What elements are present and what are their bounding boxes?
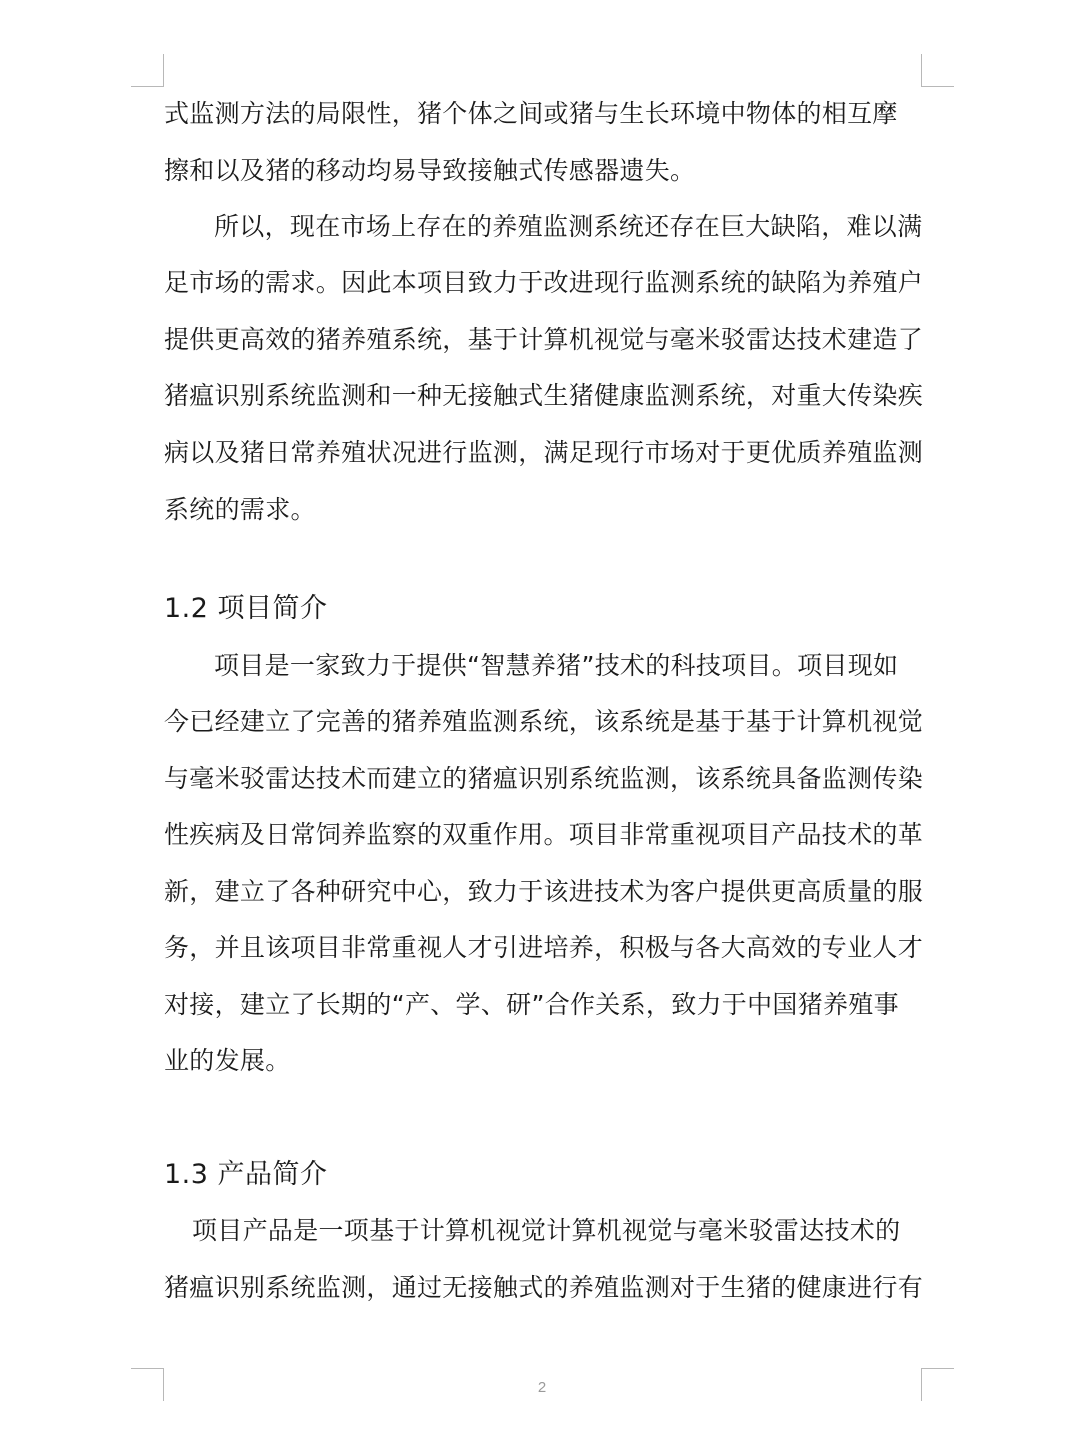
text-line: 业的发展。 (164, 1046, 291, 1075)
text-line: 猪瘟识别系统监测和一种无接触式生猪健康监测系统，对重大传染疾 (164, 381, 924, 410)
text-line: 病以及猪日常养殖状况进行监测，满足现行市场对于更优质养殖监测 (164, 438, 924, 467)
text-line: 对接，建立了长期的“产、学、研”合作关系，致力于中国猪养殖事 (164, 990, 899, 1019)
text-line: 性疾病及日常饲养监察的双重作用。项目非常重视项目产品技术的革 (164, 820, 924, 849)
text-line: 务，并且该项目非常重视人才引进培养，积极与各大高效的专业人才 (164, 933, 924, 962)
section-heading-project-intro: 1.2 项目简介 (164, 593, 328, 624)
text-line: 项目是一家致力于提供“智慧养猪”技术的科技项目。项目现如 (214, 651, 899, 680)
page-corner-mark-bottom-left (131, 1368, 164, 1401)
text-line: 足市场的需求。因此本项目致力于改进现行监测系统的缺陷为养殖户 (164, 268, 924, 297)
text-line: 提供更高效的猪养殖系统，基于计算机视觉与毫米驳雷达技术建造了 (164, 325, 924, 354)
page-corner-mark-top-right (921, 54, 954, 87)
text-line: 所以，现在市场上存在的养殖监测系统还存在巨大缺陷，难以满 (214, 212, 923, 241)
page-corner-mark-bottom-right (921, 1368, 954, 1401)
text-line: 新，建立了各种研究中心，致力于该进技术为客户提供更高质量的服 (164, 877, 924, 906)
text-line: 与毫米驳雷达技术而建立的猪瘟识别系统监测，该系统具备监测传染 (164, 764, 924, 793)
section-heading-product-intro: 1.3 产品简介 (164, 1159, 328, 1190)
text-line: 猪瘟识别系统监测，通过无接触式的养殖监测对于生猪的健康进行有 (164, 1273, 924, 1302)
text-line: 今已经建立了完善的猪养殖监测系统，该系统是基于基于计算机视觉 (164, 707, 924, 736)
page-corner-mark-top-left (131, 54, 164, 87)
text-line: 式监测方法的局限性，猪个体之间或猪与生长环境中物体的相互摩 (164, 99, 898, 128)
page-number: 2 (537, 1379, 547, 1396)
text-line: 项目产品是一项基于计算机视觉计算机视觉与毫米驳雷达技术的 (192, 1216, 901, 1245)
text-line: 系统的需求。 (164, 495, 316, 524)
text-line: 擦和以及猪的移动均易导致接触式传感器遗失。 (164, 156, 696, 185)
